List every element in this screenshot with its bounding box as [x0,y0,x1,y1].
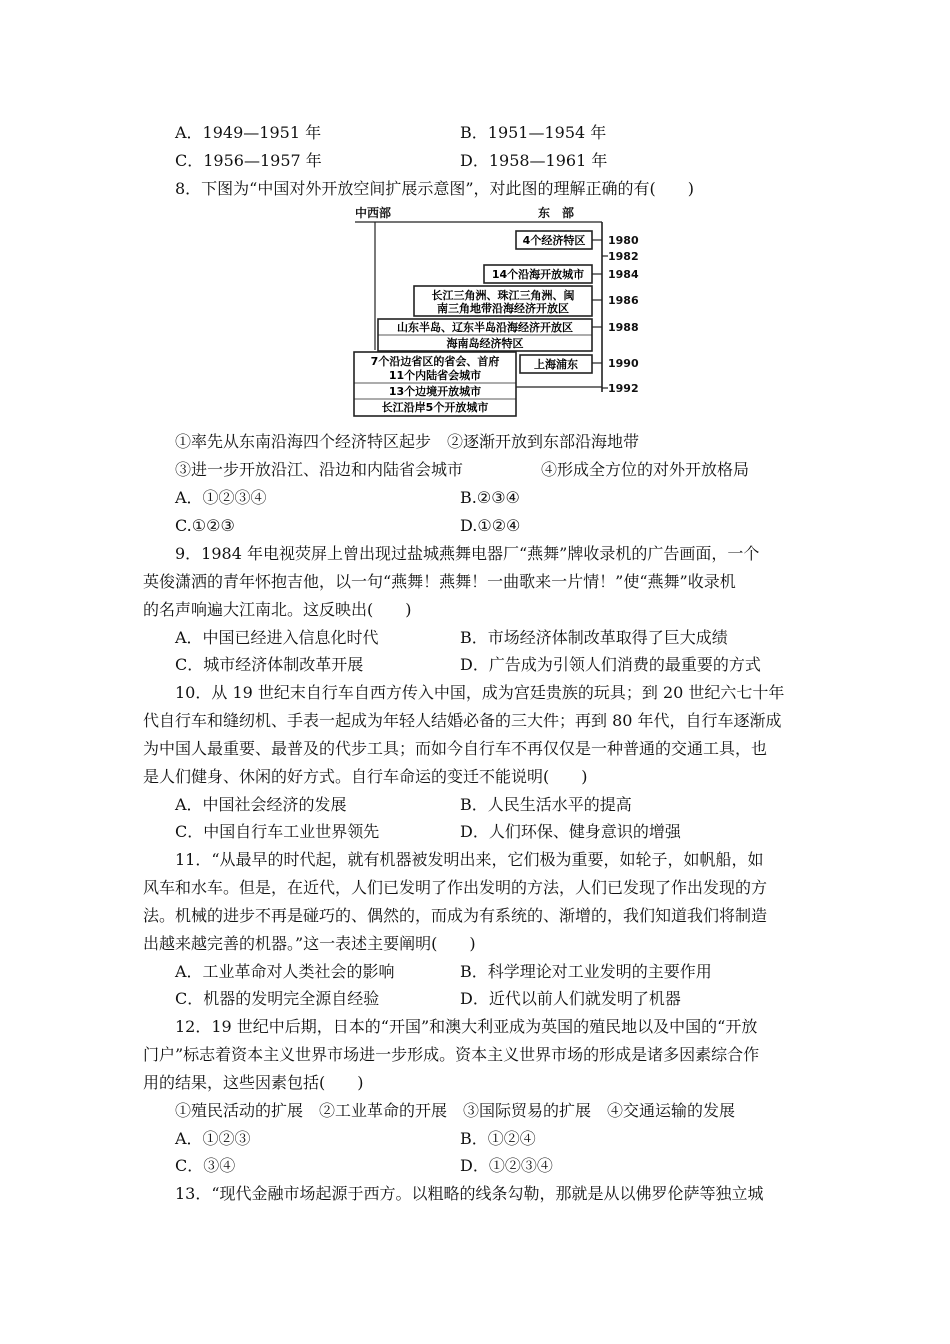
box-deltas-line1: 长江三角洲、珠江三角洲、闽 [431,289,575,302]
q7-option-c: C．1956—1957 年 [175,151,322,170]
q9-line-1: 9．1984 年电视荧屏上曾出现过盐城燕舞电器厂“燕舞”牌收录机的广告画面，一个 [175,544,760,563]
q12-line-1: 12．19 世纪中后期，日本的“开国”和澳大利亚成为英国的殖民地以及中国的“开放 [175,1017,758,1036]
q10-option-c: C．中国自行车工业世界领先 [175,822,380,841]
q10-line-3: 为中国人最重要、最普及的代步工具；而如今自行车不再仅仅是一种普通的交通工具，也 [143,739,768,758]
q8-option-b: B.②③④ [460,488,520,507]
year-label: 1980 [608,234,639,247]
q10-line-2: 代自行车和缝纫机、手表一起成为年轻人结婚必备的三大件；再到 80 年代，自行车逐渐成 [143,711,782,730]
q7-option-b: B．1951—1954 年 [460,123,607,142]
year-label: 1990 [608,357,639,370]
q8-stem: 8．下图为“中国对外开放空间扩展示意图”，对此图的理解正确的有( ) [175,179,695,198]
box-inland-line2: 11个内陆省会城市 [388,369,482,382]
q11-line-3: 法。机械的进步不再是碰巧的、偶然的，而成为有系统的、渐增的，我们知道我们将制造 [143,906,768,925]
q11-option-c: C．机器的发明完全源自经验 [175,989,380,1008]
year-label: 1984 [608,268,639,281]
q13-line-1: 13．“现代金融市场起源于西方。以粗略的线条勾勒，那就是从以佛罗伦萨等独立城 [175,1184,764,1203]
q8-statements-1: ①率先从东南沿海四个经济特区起步 ②逐渐开放到东部沿海地带 [175,432,640,451]
year-label: 1988 [608,321,639,334]
q11-line-1: 11．“从最早的时代起，就有机器被发明出来，它们极为重要，如轮子，如帆船，如 [175,850,764,869]
box-14-cities: 14个沿海开放城市 [491,268,585,281]
q12-option-c: C．③④ [175,1156,236,1175]
q12-line-2: 门户”标志着资本主义世界市场进一步形成。资本主义世界市场的形成是诸多因素综合作 [143,1045,760,1064]
q8-statements-2: ③进一步开放沿江、沿边和内陆省会城市 [175,460,464,479]
q11-option-d: D．近代以前人们就发明了机器 [460,989,681,1008]
q8-option-c: C.①②③ [175,516,235,535]
q11-option-b: B．科学理论对工业发明的主要作用 [460,962,712,981]
q10-option-a: A．中国社会经济的发展 [175,795,347,814]
q12-option-d: D．①②③④ [460,1156,553,1175]
q10-line-1: 10．从 19 世纪末自行车自西方传入中国，成为宫廷贵族的玩具；到 20 世纪六七十年 [175,683,785,702]
box-inland-line1: 7个沿边省区的省会、首府 [370,355,500,368]
box-yangtze-cities: 长江沿岸5个开放城市 [381,401,489,414]
q9-line-2: 英俊潇洒的青年怀抱吉他，以一句“燕舞！燕舞！一曲歌来一片情！”使“燕舞”收录机 [143,572,736,591]
q9-option-b: B．市场经济体制改革取得了巨大成绩 [460,628,728,647]
q10-option-b: B．人民生活水平的提高 [460,795,632,814]
box-deltas-line2: 南三角地带沿海经济开放区 [437,302,569,315]
q10-option-d: D．人们环保、健身意识的增强 [460,822,681,841]
q11-line-2: 风车和水车。但是，在近代，人们已发明了作出发明的方法，人们已发现了作出发现的方 [143,878,768,897]
q12-line-3: 用的结果，这些因素包括( ) [143,1073,364,1092]
year-label: 1982 [608,250,639,263]
q9-line-3: 的名声响遍大江南北。这反映出( ) [143,600,412,619]
year-label: 1992 [608,382,639,395]
q9-option-d: D．广告成为引领人们消费的最重要的方式 [460,655,761,674]
q11-line-4: 出越来越完善的机器。”这一表述主要阐明( ) [143,934,476,953]
q8-statements-3: ④形成全方位的对外开放格局 [541,460,750,479]
q11-option-a: A．工业革命对人类社会的影响 [175,962,395,981]
q12-option-a: A．①②③ [175,1129,251,1148]
q12-statements: ①殖民活动的扩展 ②工业革命的开展 ③国际贸易的扩展 ④交通运输的发展 [175,1101,736,1120]
q8-option-d: D.①②④ [460,516,521,535]
box-border-cities: 13个边境开放城市 [388,385,482,398]
q8-option-a: A．①②③④ [175,488,267,507]
q9-option-c: C．城市经济体制改革开展 [175,655,364,674]
q7-option-a: A．1949—1951 年 [175,123,322,142]
q12-option-b: B．①②④ [460,1129,536,1148]
diagram-east-label: 东 部 [538,206,575,220]
box-peninsulas: 山东半岛、辽东半岛沿海经济开放区 [397,321,573,334]
box-4-sez: 4个经济特区 [522,234,586,247]
q9-option-a: A．中国已经进入信息化时代 [175,628,379,647]
diagram-west-label: 中西部 [355,206,392,220]
box-pudong: 上海浦东 [534,358,578,371]
year-label: 1986 [608,294,639,307]
q7-option-d: D．1958—1961 年 [460,151,608,170]
open-door-expansion-diagram [340,200,650,422]
box-hainan: 海南岛经济特区 [446,337,524,350]
q10-line-4: 是人们健身、休闲的好方式。自行车命运的变迁不能说明( ) [143,767,588,786]
